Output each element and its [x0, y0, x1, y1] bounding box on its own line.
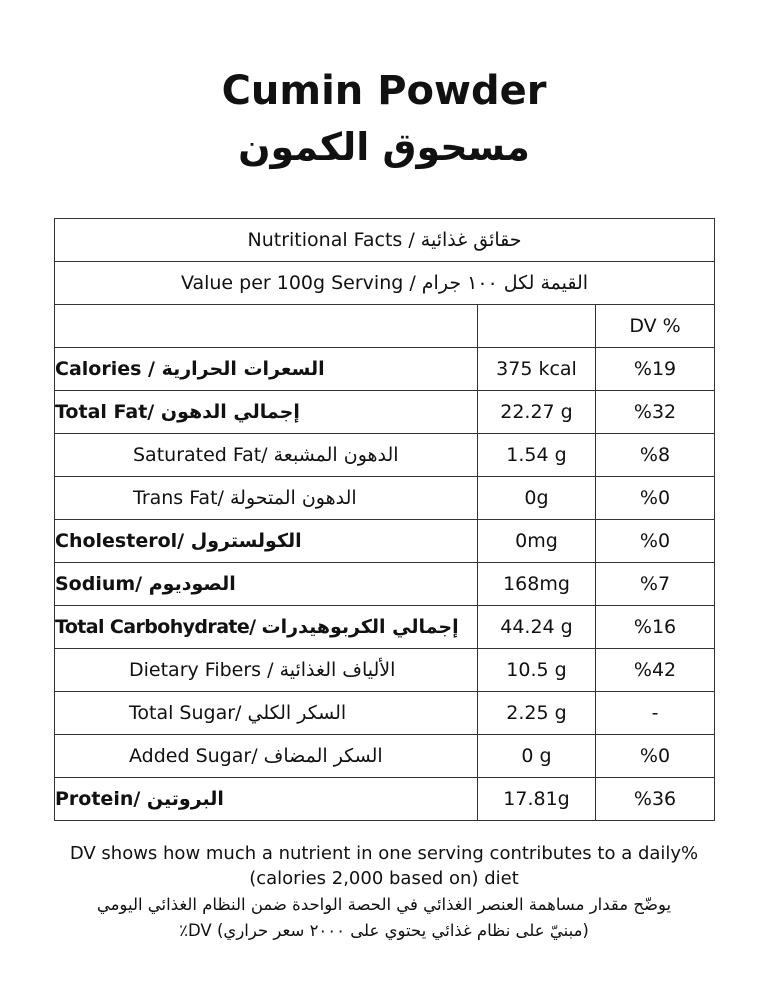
- nutrient-label: Total Fat/ إجمالي الدهون: [55, 391, 478, 434]
- serving-row: [55, 262, 715, 305]
- nutrient-dv: %42: [596, 649, 715, 692]
- footnote-en-line1: DV shows how much a nutrient in one serving contributes to a daily%: [69, 843, 699, 864]
- nutrient-label: Dietary Fibers / الألياف الغذائية: [55, 649, 478, 692]
- table-row: [55, 391, 715, 434]
- nutrient-value: 22.27 g: [478, 391, 596, 434]
- table-row: [55, 606, 715, 649]
- nutrient-value: 1.54 g: [478, 434, 596, 477]
- nutrient-label: Protein/ البروتين: [55, 778, 478, 821]
- nutrient-value: 2.25 g: [478, 692, 596, 735]
- nutrient-dv: %0: [596, 520, 715, 563]
- nutrient-dv: %7: [596, 563, 715, 606]
- nutrition-facts-table: [54, 218, 715, 821]
- nutrient-dv: %16: [596, 606, 715, 649]
- product-title-en: Cumin Powder: [221, 68, 547, 114]
- table-row: [55, 649, 715, 692]
- nutrient-label: Sodium/ الصوديوم: [55, 563, 478, 606]
- table-row: [55, 692, 715, 735]
- table-row: [55, 434, 715, 477]
- nutrient-dv: %0: [596, 735, 715, 778]
- table-row: [55, 735, 715, 778]
- table-row: [55, 778, 715, 821]
- table-row: [55, 563, 715, 606]
- nutrient-dv: %0: [596, 477, 715, 520]
- table-row: [55, 348, 715, 391]
- empty-header-cell: [478, 305, 596, 348]
- nutrition-facts-heading: Nutritional Facts / حقائق غذائية: [55, 219, 715, 262]
- nutrient-value: 168mg: [478, 563, 596, 606]
- serving-size-text: Value per 100g Serving / القيمة لكل ١٠٠ جرام: [55, 262, 715, 305]
- nutrient-label: Saturated Fat/ الدهون المشبعة: [55, 434, 478, 477]
- nutrient-label: Total Carbohydrate/ إجمالي الكربوهيدرات: [55, 606, 478, 649]
- nutrient-label: Total Sugar/ السكر الكلي: [55, 692, 478, 735]
- footnote-en-line2: (calories 2,000 based on) diet: [249, 868, 519, 889]
- nutrient-dv: %19: [596, 348, 715, 391]
- nutrient-value: 17.81g: [478, 778, 596, 821]
- empty-header-cell: [55, 305, 478, 348]
- nutrient-dv: %36: [596, 778, 715, 821]
- footnote-ar-line1: يوضّح مقدار مساهمة العنصر الغذائي في الحصة الواحدة ضمن النظام الغذائي اليومي: [96, 895, 672, 914]
- table-header-row: [55, 219, 715, 262]
- nutrient-dv: -: [596, 692, 715, 735]
- product-title-ar: مسحوق الكمون: [238, 125, 530, 169]
- nutrient-value: 0g: [478, 477, 596, 520]
- nutrient-label: Trans Fat/ الدهون المتحولة: [55, 477, 478, 520]
- nutrient-label: Added Sugar/ السكر المضاف: [55, 735, 478, 778]
- nutrient-value: 0 g: [478, 735, 596, 778]
- nutrient-label: Cholesterol/ الكولسترول: [55, 520, 478, 563]
- dv-column-header: DV %: [596, 305, 715, 348]
- footnote-ar-line2: (مبنيّ على نظام غذائي يحتوي على ٢٠٠٠ سعر حراري) DV٪: [179, 921, 589, 940]
- nutrient-label: Calories / السعرات الحرارية: [55, 348, 478, 391]
- nutrient-dv: %8: [596, 434, 715, 477]
- table-row: [55, 520, 715, 563]
- nutrient-value: 10.5 g: [478, 649, 596, 692]
- column-header-row: [55, 305, 715, 348]
- nutrient-value: 44.24 g: [478, 606, 596, 649]
- table-row: [55, 477, 715, 520]
- nutrient-value: 0mg: [478, 520, 596, 563]
- nutrient-value: 375 kcal: [478, 348, 596, 391]
- nutrient-dv: %32: [596, 391, 715, 434]
